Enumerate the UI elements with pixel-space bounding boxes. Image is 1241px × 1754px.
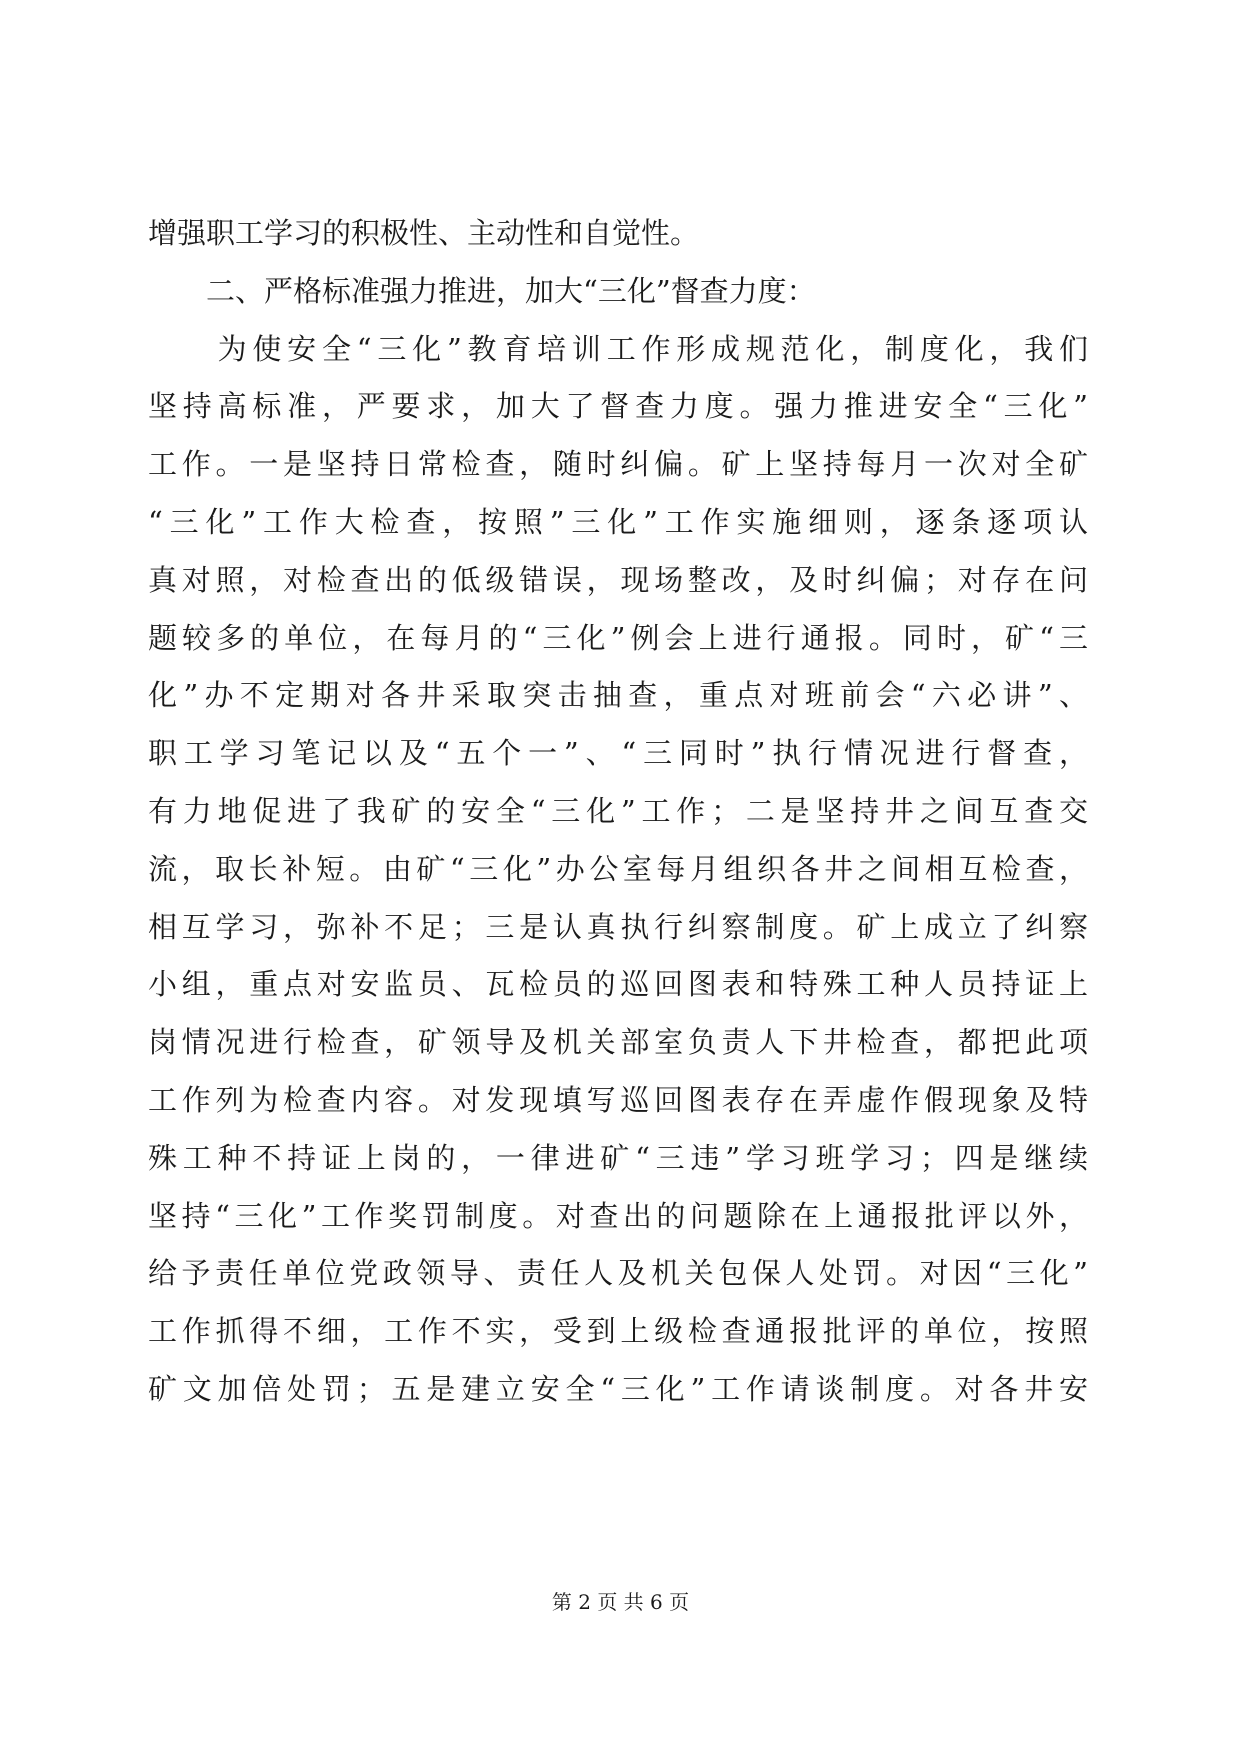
text-line: 工作列为检查内容。对发现填写巡回图表存在弄虚作假现象及特	[148, 1082, 1088, 1117]
text-line: “三化”工作大检查，按照”三化”工作实施细则，逐条逐项认	[148, 504, 1088, 539]
page-number-footer: 第 2 页 共 6 页	[551, 1590, 690, 1614]
text-line: 坚持高标准，严要求，加大了督查力度。强力推进安全“三化”	[148, 389, 1088, 424]
text-line: 小组，重点对安监员、瓦检员的巡回图表和特殊工种人员持证上	[148, 967, 1088, 1002]
text-line: 流，取长补短。由矿“三化”办公室每月组织各井之间相互检查，	[148, 851, 1088, 886]
text-line: 给予责任单位党政领导、责任人及机关包保人处罚。对因“三化”	[148, 1256, 1088, 1291]
text-line: 增强职工学习的积极性、主动性和自觉性。	[148, 216, 700, 250]
text-line: 工作。一是坚持日常检查，随时纠偏。矿上坚持每月一次对全矿	[148, 447, 1088, 482]
text-line: 真对照，对检查出的低级错误，现场整改，及时纠偏；对存在问	[148, 562, 1088, 597]
text-line: 坚持“三化”工作奖罚制度。对查出的问题除在上通报批评以外，	[148, 1198, 1088, 1233]
text-line: 有力地促进了我矿的安全“三化”工作；二是坚持井之间互查交	[148, 793, 1088, 828]
text-line: 化”办不定期对各井采取突击抽查，重点对班前会“六必讲”、	[148, 678, 1088, 713]
text-line: 工作抓得不细，工作不实，受到上级检查通报批评的单位，按照	[148, 1314, 1088, 1349]
text-line: 岗情况进行检查，矿领导及机关部室负责人下井检查，都把此项	[148, 1025, 1088, 1060]
section-heading: 二、严格标准强力推进，加大“三化”督查力度：	[148, 273, 816, 308]
text-line: 为使安全“三化”教育培训工作形成规范化，制度化，我们	[148, 331, 1088, 366]
text-line: 职工学习笔记以及“五个一”、“三同时”执行情况进行督查，	[148, 736, 1088, 771]
document-body	[148, 205, 1088, 1419]
text-line: 题较多的单位，在每月的“三化”例会上进行通报。同时，矿“三	[148, 620, 1088, 655]
text-line: 殊工种不持证上岗的，一律进矿“三违”学习班学习；四是继续	[148, 1140, 1088, 1175]
text-line: 矿文加倍处罚；五是建立安全“三化”工作请谈制度。对各井安	[148, 1371, 1088, 1406]
text-line: 相互学习，弥补不足；三是认真执行纠察制度。矿上成立了纠察	[148, 909, 1088, 944]
